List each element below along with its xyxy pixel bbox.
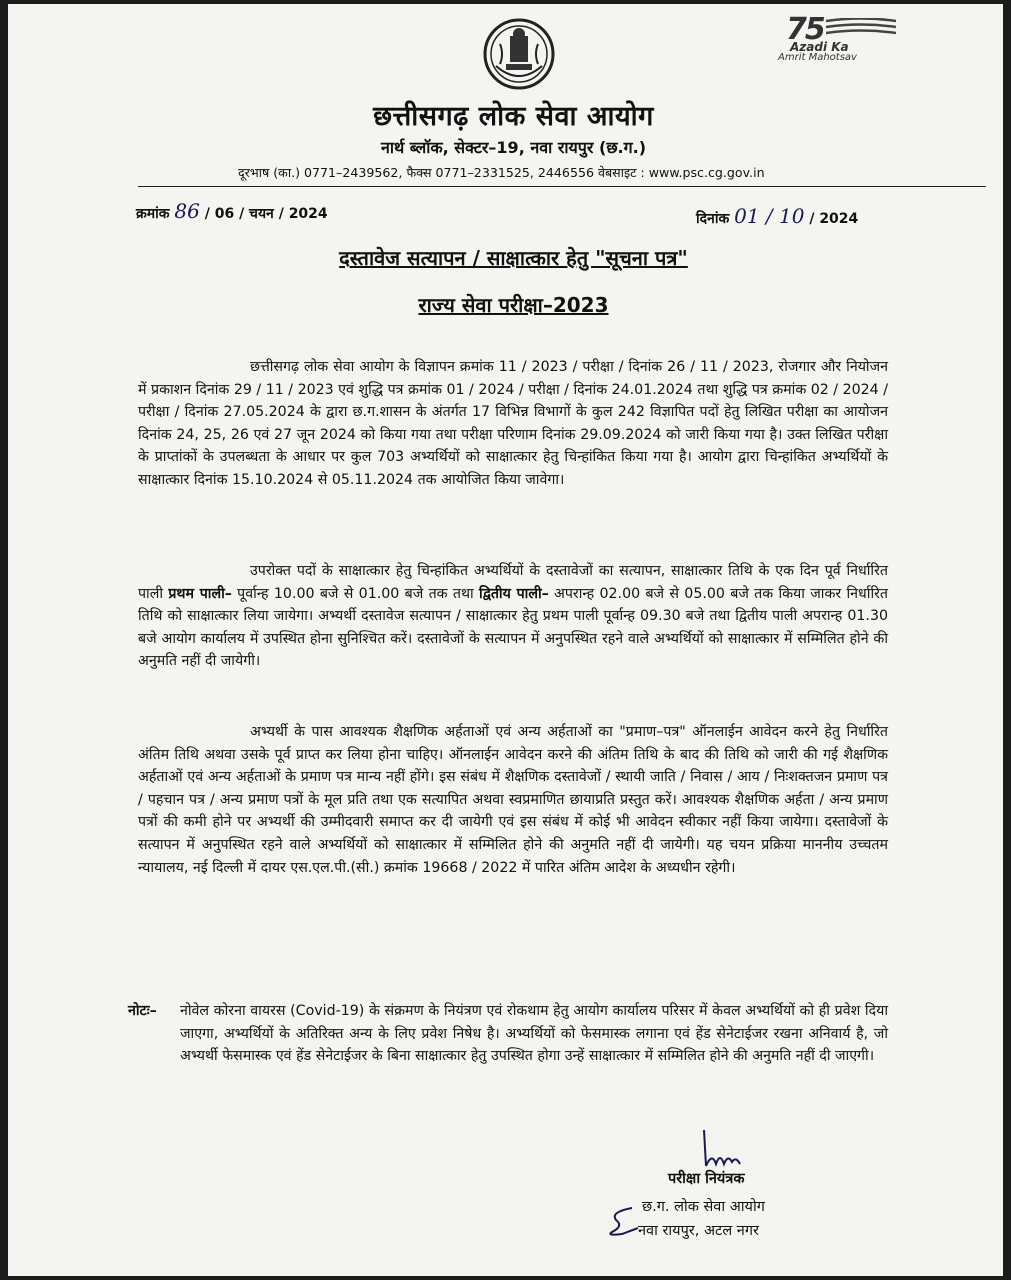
signatory-designation: परीक्षा नियंत्रक (668, 1171, 745, 1187)
second-shift-label: द्वितीय पाली– (479, 585, 549, 602)
initials-mark (602, 1204, 642, 1238)
signatory-place: नवा रायपुर, अटल नगर (638, 1223, 759, 1239)
date-handwritten: 01 / 10 (734, 204, 805, 228)
letter-date (696, 204, 858, 228)
org-contact: दूरभाष (का.) 0771–2439562, फैक्स 0771–2331525, 2446556 वेबसाइट : www.psc.cg.gov.in (238, 165, 765, 180)
state-emblem-icon (482, 14, 556, 96)
flag-stripes-icon (826, 18, 896, 36)
notice-title: दस्तावेज सत्यापन / साक्षात्कार हेतु "सूचना पत्र" (339, 246, 688, 270)
note-section (128, 1000, 888, 1068)
first-shift-label: प्रथम पाली– (168, 585, 232, 602)
reference-suffix: / 06 / चयन / 2024 (204, 206, 328, 222)
document-page (8, 4, 1003, 1276)
azadi-ka-amrit-mahotsav-logo (778, 12, 908, 72)
azadi-number: 75 (786, 12, 824, 47)
org-name: छत्तीसगढ़ लोक सेवा आयोग (373, 101, 654, 132)
org-address: नार्थ ब्लॉक, सेक्टर–19, नवा रायपुर (छ.ग.) (380, 138, 647, 157)
date-suffix: / 2024 (809, 211, 859, 227)
exam-title: राज्य सेवा परीक्षा–2023 (418, 293, 609, 317)
reference-handwritten-number: 86 (174, 199, 200, 223)
azadi-line1: Azadi Ka (790, 40, 849, 54)
azadi-line2: Amrit Mahotsav (778, 52, 857, 63)
paragraph-1: छत्तीसगढ़ लोक सेवा आयोग के विज्ञापन क्रमांक 11 / 2023 / परीक्षा / दिनांक 26 / 11 / 2023, रोजगार और नियोजन में प्रकाशन दिनांक 29 / 11 / 2023 एवं शुद्धि पत्र क्रमांक 01 / 2024 / परीक्षा / दिनांक 24.01.2024 तथा शुद्धि पत्र क्रमांक 02 / 2024 / परीक्षा / दिनांक 27.05.2024 के द्वारा छ.ग.शासन के अंतर्गत 17 विभिन्न विभागों के कुल 242 विज्ञापित पदों हेतु लिखित परीक्षा का आयोजन दिनांक 24, 25, 26 एवं 27 जून 2024 को किया गया तथा परीक्षा परिणाम दिनांक 29.09.2024 को जारी किया गया है। उक्त लिखित परीक्षा के प्राप्तांकों के उपलब्धता के आधार पर कुल 703 अभ्यर्थियों को साक्षात्कार हेतु चिन्हांकित किया गया है। आयोग द्वारा चिन्हांकित अभ्यर्थियों के साक्षात्कार दिनांक 15.10.2024 से 05.11.2024 तक आयोजित किया जावेगा। (138, 359, 888, 488)
paragraph-3: अभ्यर्थी के पास आवश्यक शैक्षणिक अर्हताओं एवं अन्य अर्हताओं का "प्रमाण–पत्र" ऑनलाईन आवेदन करने हेतु निर्धारित अंतिम तिथि अथवा उसके पूर्व प्राप्त कर लिया होना चाहिए। ऑनलाईन आवेदन करने की अंतिम तिथि के बाद की तिथि को जारी की गई शैक्षणिक अर्हताओं एवं अन्य अर्हताओं के प्रमाण पत्र मान्य नहीं होंगे। इस संबंध में शैक्षणिक दस्तावेजों / स्थायी जाति / निवास / आय / निःशक्तजन प्रमाण पत्र / पहचान पत्र / अन्य प्रमाण पत्रों के मूल प्रति तथा एक सत्यापित अथवा स्वप्रमाणित छायाप्रति प्रस्तुत करें। आवश्यक शैक्षणिक अर्हता / अन्य प्रमाण पत्रों की कमी होने पर अभ्यर्थी की उम्मीदवारी समाप्त कर दी जायेगी एवं इस संबंध में कोई भी आवेदन स्वीकार नहीं किया जायेगा। दस्तावेजों के सत्यापन में अनुपस्थित रहने वाले अभ्यर्थियों को साक्षात्कार में सम्मिलित होने की अनुमति नहीं दी जायेगी। यह चयन प्रक्रिया माननीय उच्चतम न्यायालय, नई दिल्ली में दायर एस.एल.पी.(सी.) क्रमांक 19668 / 2022 में पारित अंतिम आदेश के अध्यधीन रहेगी। (138, 724, 888, 876)
date-label: दिनांक (696, 211, 730, 227)
paragraph-2: उपरोक्त पदों के साक्षात्कार हेतु चिन्हांकित अभ्यर्थियों के दस्तावेजों का सत्यापन, साक्षात्कार तिथि के एक दिन पूर्व निर्धारित पाली प्रथम पाली– पूर्वान्ह 10.00 बजे से 01.00 बजे तक तथा द्वितीय पाली– अपरान्ह 02.00 बजे से 05.00 बजे तक किया जाकर निर्धारित तिथि को साक्षात्कार लिया जायेगा। अभ्यर्थी दस्तावेज सत्यापन / साक्षात्कार हेतु प्रथम पाली पूर्वान्ह 09.30 बजे तथा द्वितीय पाली अपरान्ह 01.30 बजे आयोग कार्यालय में उपस्थित होना सुनिश्चित करें। दस्तावेजों के सत्यापन में अनुपस्थित रहने वाले अभ्यर्थियों को साक्षात्कार में सम्मिलित होने की अनुमति नहीं दी जायेगी। (138, 563, 889, 670)
signature-mark (694, 1122, 754, 1172)
note-label: नोटः– (128, 1003, 157, 1019)
reference-label: क्रमांक (136, 206, 170, 222)
signatory-org: छ.ग. लोक सेवा आयोग (642, 1199, 765, 1215)
reference-number (136, 199, 328, 223)
note-text: नोवेल कोरना वायरस (Covid-19) के संक्रमण के नियंत्रण एवं रोकथाम हेतु आयोग कार्यालय परिसर में केवल अभ्यर्थियों को ही प्रवेश दिया जाएगा, अभ्यर्थियों के अतिरिक्त अन्य के लिए प्रवेश निषेध है। अभ्यर्थियों को फेसमास्क लगाना एवं हेंड सेनेटाईजर रखना अनिवार्य है, जो अभ्यर्थी फेसमास्क एवं हेंड सेनेटाईजर के बिना साक्षात्कार हेतु उपस्थित होगा उन्हें साक्षात्कार में सम्मिलित होने की अनुमति नहीं दी जाएगी। (180, 1003, 888, 1065)
header-divider (138, 186, 986, 187)
